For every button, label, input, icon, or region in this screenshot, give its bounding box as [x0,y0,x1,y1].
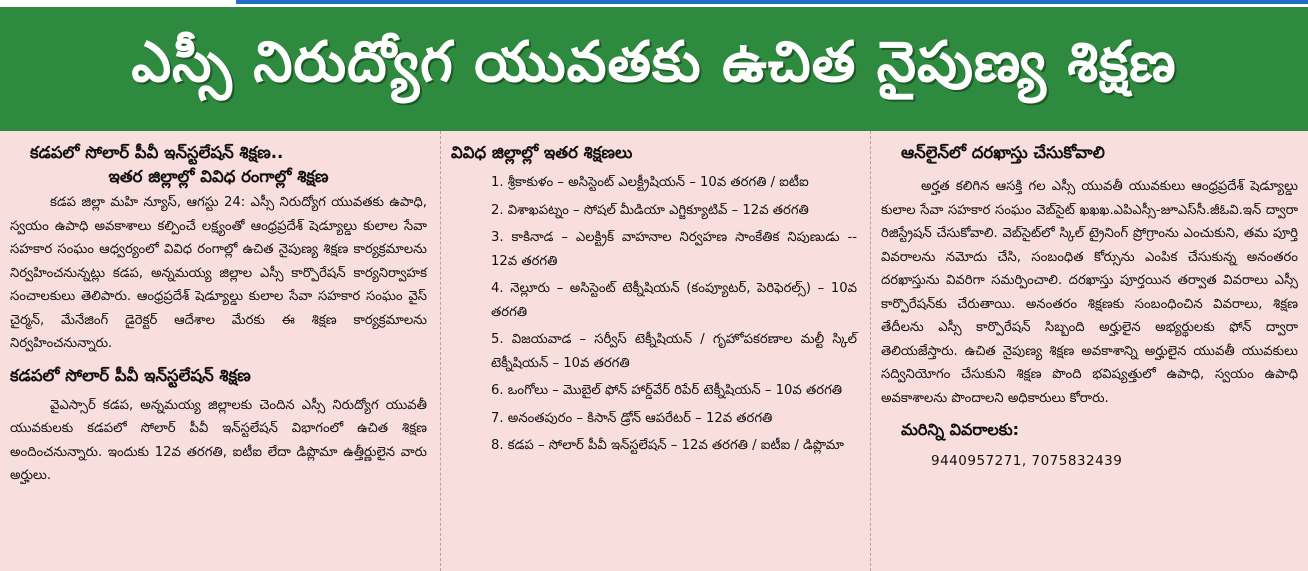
training-list [451,171,857,458]
subheading-solar-training: కడపలో సోలార్ పీవీ ఇన్‌స్టలేషన్ శిక్షణ.. [30,143,284,162]
list-item: 3. కాకినాడ – ఎలక్ట్రిక్ వాహనాల నిర్వహణ సాంకేతిక నిపుణుడు -- 12వ తరగతి [491,230,857,269]
list-item: 7. అనంతపురం – కిసాన్ డ్రోన్ ఆపరేటర్ – 12వ తరగతి [491,410,773,426]
list-item: 6. ఒంగోలు – మొబైల్ ఫోన్ హార్డ్‌వేర్ రిపేర్ టెక్నీషియన్ – 10వ తరగతి [491,383,843,398]
top-rule [0,0,1308,6]
apply-paragraph: అర్హత కలిగిన ఆసక్తి గల ఎస్సీ యువతీ యువకులు ఆంధ్రప్రదేశ్ షెడ్యూల్డు కులాల సేవా సహకార సంఘం వెబ్‌సైట్ ఖఖఖ.ఎపిఎస్సీ-జూఎస్‌సీ.జీఓవి.ఇన్ ద్వారా రిజిస్ట్రేషన్ చేసుకోవాలి. వెబ్‌సైట్‌లో స్కిల్ ట్రైనింగ్ ప్రోగ్రాంను ఎంచుకుని, తమ పూర్తి వివరాలను నమోదు చేసి, సంబంధిత కోర్సును ఎంపిక చేసుకున్న అనంతరం దరఖాస్తును వివరిగా సమర్పించాలి. దరఖాస్తు పూర్తయిన తర్వాత వివరాలు ఎస్సీ కార్పొరేషన్‌కు చేరుతాయి. అనంతరం శిక్షణకు సంబంధించిన వివరాలు, శిక్షణ తేదీలను ఎస్సీ కార్పొరేషన్ సిబ్బంది అర్హులైన అభ్యర్థులకు ఫోన్ ద్వారా తెలియజేస్తారు. ఉచిత నైపుణ్య శిక్షణ అవకాశాన్ని అర్హులైన యువతీ యువకులు సద్వినియోగం చేసుకుని శిక్షణ పొంది భవిష్యత్తులో ఉపాధి, స్వయం ఉపాధి అవకాశాలను పొందాలని అధికారులు కోరారు. [881,179,1298,406]
column-right [870,131,1308,571]
headline: ఎస్సీ నిరుద్యోగ యువతకు ఉచిత నైపుణ్య శిక్షణ [131,29,1177,95]
list-item: 2. విశాఖపట్నం – సోషల్ మీడియా ఎగ్జిక్యూటివ్ – 12వ తరగతి [491,202,809,218]
subheading-kadapa-solar: కడపలో సోలార్ పీవీ ఇన్‌స్టలేషన్ శిక్షణ [10,365,251,385]
list-item: 5. విజయవాడ – సర్వీస్ టెక్నీషియన్ / గృహోపకరణాల మల్టీ స్కిల్ టెక్నీషియన్ – 10వ తరగతి [491,332,857,371]
list-item: 4. నెల్లూరు – అసిస్టెంట్ టెక్నీషియన్ (కంప్యూటర్, పెరిఫెరల్స్) – 10వ తరగతి [491,281,857,320]
subheading-apply-online: ఆన్‌లైన్‌లో దరఖాస్తు చేసుకోవాలి [901,143,1105,162]
list-item: 8. కడప – సోలార్ పీవీ ఇన్‌స్టలేషన్ – 12వ తరగతి / ఐటీఐ / డిప్లొమా [491,438,844,453]
column-middle [440,131,867,571]
contact-heading: మరిన్ని వివరాలకు: [901,420,1020,439]
subheading-other-districts: ఇతర జిల్లాల్లో వివిధ రంగాల్లో శిక్షణ [108,167,329,186]
column-left [0,131,437,571]
subheading-district-trainings: వివిధ జిల్లాల్లో ఇతర శిక్షణలు [451,143,633,162]
article-body [0,131,1308,571]
top-blue-rule [236,0,1308,4]
headline-banner [0,7,1308,131]
contact-phones: 9440957271, 7075832439 [931,453,1123,469]
intro-paragraph: కడప జిల్లా మహి న్యూస్, ఆగస్టు 24: ఎస్సీ నిరుద్యోగ యువతకు ఉపాధి, స్వయం ఉపాధి అవకాశాలు కల్పించే లక్ష్యంతో ఆంధ్రప్రదేశ్ షెడ్యూల్డు కులాల సేవా సహకార సంఘం ఆధ్వర్యంలో వివిధ రంగాల్లో ఉచిత నైపుణ్య శిక్షణ కార్యక్రమాలను నిర్వహించనున్నట్లు కడప, అన్నమయ్య జిల్లాల ఎస్సీ కార్పొరేషన్ కార్యనిర్వాహక సంచాలకులు తెలిపారు. ఆంధ్రప్రదేశ్ షెడ్యూల్డు కులాల సేవా సహకార సంఘం వైస్ చైర్మన్, మేనేజింగ్ డైరెక్టర్ ఆదేశాల మేరకు ఈ శిక్షణ కార్యక్రమాలను నిర్వహించనున్నారు. [10,195,427,351]
list-item: 1. శ్రీకాకుళం – అసిస్టెంట్ ఎలక్ట్రీషియన్ – 10వ తరగతి / ఐటీఐ [491,175,809,190]
kadapa-solar-paragraph: వైఎస్సార్ కడప, అన్నమయ్య జిల్లాలకు చెందిన ఎస్సీ నిరుద్యోగ యువతీ యువకులకు కడపలో సోలార్ పీవీ ఇన్‌స్టలేషన్ విభాగంలో ఉచిత శిక్షణ అందించనున్నారు. ఇందుకు 12వ తరగతి, ఐటీఐ లేదా డిప్లొమా ఉత్తీర్ణులైన వారు అర్హులు. [10,397,427,483]
